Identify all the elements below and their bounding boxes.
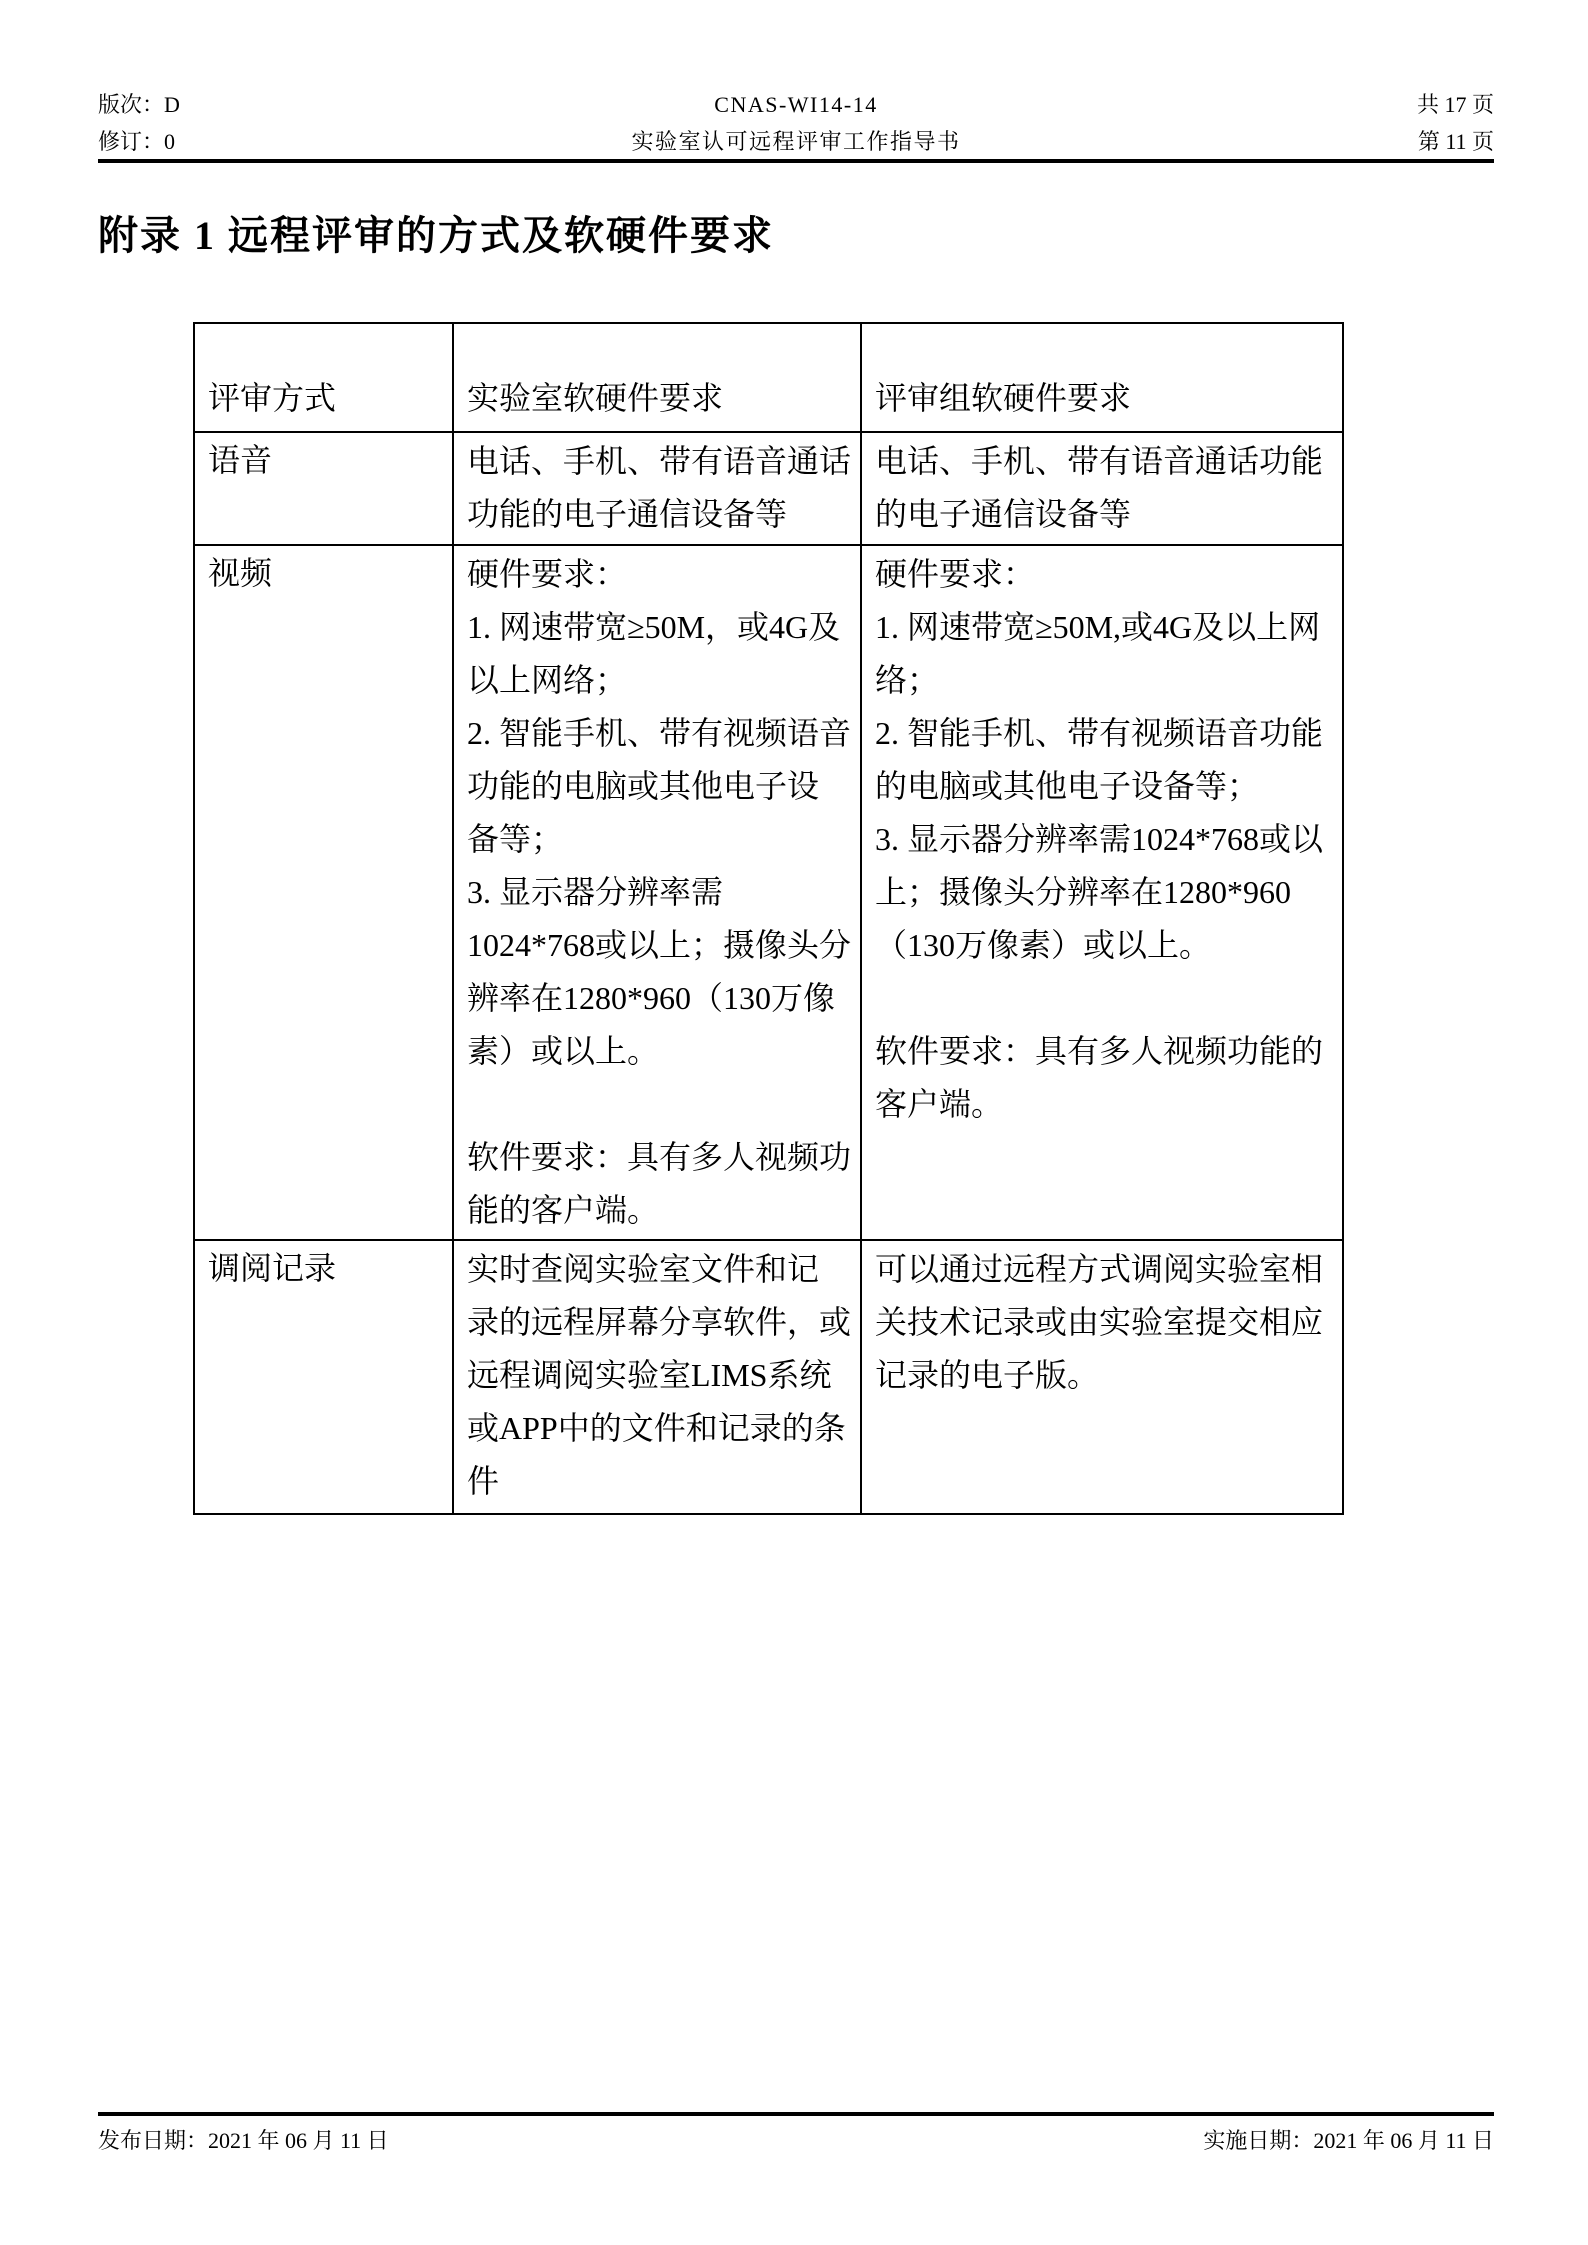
version-label: 版次：D bbox=[98, 92, 180, 117]
text-line: 2. 智能手机、带有视频语音 bbox=[467, 715, 852, 751]
page-header bbox=[98, 86, 1494, 160]
release-date: 发布日期：2021 年 06 月 11 日 bbox=[98, 2128, 389, 2153]
column-header-team-requirements: 评审组软硬件要求 bbox=[861, 323, 1343, 432]
method-cell-video: 视频 bbox=[194, 545, 453, 1240]
text-line: 1. 网速带宽≥50M,或4G及以上网 bbox=[875, 609, 1321, 645]
footer-rule bbox=[98, 2112, 1494, 2116]
requirements-table bbox=[193, 322, 1344, 1515]
header-rule bbox=[98, 159, 1494, 163]
doc-code: CNAS-WI14-14 bbox=[714, 92, 878, 117]
column-header-lab-requirements: 实验室软硬件要求 bbox=[453, 323, 861, 432]
table-row-voice bbox=[194, 432, 1343, 545]
team-requirements-cell-video bbox=[861, 545, 1343, 1240]
header-center-block bbox=[408, 86, 1184, 160]
lab-requirements-cell-voice bbox=[453, 432, 861, 545]
total-pages: 共 17 页 bbox=[1416, 92, 1494, 117]
text-line: 远程调阅实验室LIMS系统 bbox=[467, 1357, 832, 1393]
text-line: 的电脑或其他电子设备等； bbox=[875, 768, 1260, 804]
text-line: 上；摄像头分辨率在1280*960 bbox=[875, 874, 1292, 910]
text-line bbox=[875, 972, 1332, 1025]
text-line: 电话、手机、带有语音通话 bbox=[467, 443, 852, 479]
text-line: 客户端。 bbox=[875, 1086, 1004, 1122]
method-cell-records: 调阅记录 bbox=[194, 1240, 453, 1514]
text-line: 1024*768或以上；摄像头分 bbox=[467, 927, 852, 963]
method-cell-voice: 语音 bbox=[194, 432, 453, 545]
text-line: 实时查阅实验室文件和记 bbox=[467, 1251, 820, 1287]
text-line: 3. 显示器分辨率需1024*768或以 bbox=[875, 821, 1324, 857]
text-line: 记录的电子版。 bbox=[875, 1357, 1100, 1393]
text-line: 录的远程屏幕分享软件，或 bbox=[467, 1304, 852, 1340]
text-line: 以上网络； bbox=[467, 662, 628, 698]
doc-title-header: 实验室认可远程评审工作指导书 bbox=[631, 129, 961, 154]
table-header-row bbox=[194, 323, 1343, 432]
table-row-video bbox=[194, 545, 1343, 1240]
text-line: 关技术记录或由实验室提交相应 bbox=[875, 1304, 1324, 1340]
text-line: 备等； bbox=[467, 821, 564, 857]
team-requirements-cell-records bbox=[861, 1240, 1343, 1514]
text-line: 功能的电脑或其他电子设 bbox=[467, 768, 820, 804]
team-requirements-cell-voice bbox=[861, 432, 1343, 545]
text-line: 或APP中的文件和记录的条 bbox=[467, 1410, 846, 1446]
revision-label: 修订：0 bbox=[98, 129, 176, 154]
header-left-block bbox=[98, 86, 408, 160]
text-line: 的电子通信设备等 bbox=[875, 496, 1132, 532]
text-line: 3. 显示器分辨率需 bbox=[467, 874, 724, 910]
text-line: 软件要求：具有多人视频功 bbox=[467, 1139, 852, 1175]
text-line: 功能的电子通信设备等 bbox=[467, 496, 788, 532]
appendix-title: 附录 1 远程评审的方式及软硬件要求 bbox=[98, 213, 774, 258]
lab-requirements-cell-records bbox=[453, 1240, 861, 1514]
text-line bbox=[467, 1078, 850, 1131]
text-line: 能的客户端。 bbox=[467, 1192, 660, 1228]
text-line: 1. 网速带宽≥50M，或4G及 bbox=[467, 609, 841, 645]
table-row-records bbox=[194, 1240, 1343, 1514]
page-footer bbox=[98, 2122, 1494, 2159]
text-line: 硬件要求： bbox=[875, 556, 1036, 592]
text-line: 软件要求：具有多人视频功能的 bbox=[875, 1033, 1324, 1069]
text-line: 件 bbox=[467, 1463, 500, 1499]
text-line: 2. 智能手机、带有视频语音功能 bbox=[875, 715, 1324, 751]
header-right-block bbox=[1184, 86, 1494, 160]
text-line: 素）或以上。 bbox=[467, 1033, 660, 1069]
lab-requirements-cell-video bbox=[453, 545, 861, 1240]
text-line: 络； bbox=[875, 662, 940, 698]
text-line: 硬件要求： bbox=[467, 556, 628, 592]
text-line: 辨率在1280*960（130万像 bbox=[467, 980, 836, 1016]
text-line: 电话、手机、带有语音通话功能 bbox=[875, 443, 1324, 479]
text-line: 可以通过远程方式调阅实验室相 bbox=[875, 1251, 1324, 1287]
text-line: （130万像素）或以上。 bbox=[875, 927, 1212, 963]
page-number: 第 11 页 bbox=[1417, 129, 1494, 154]
implement-date: 实施日期：2021 年 06 月 11 日 bbox=[1203, 2128, 1494, 2153]
column-header-method: 评审方式 bbox=[194, 323, 453, 432]
